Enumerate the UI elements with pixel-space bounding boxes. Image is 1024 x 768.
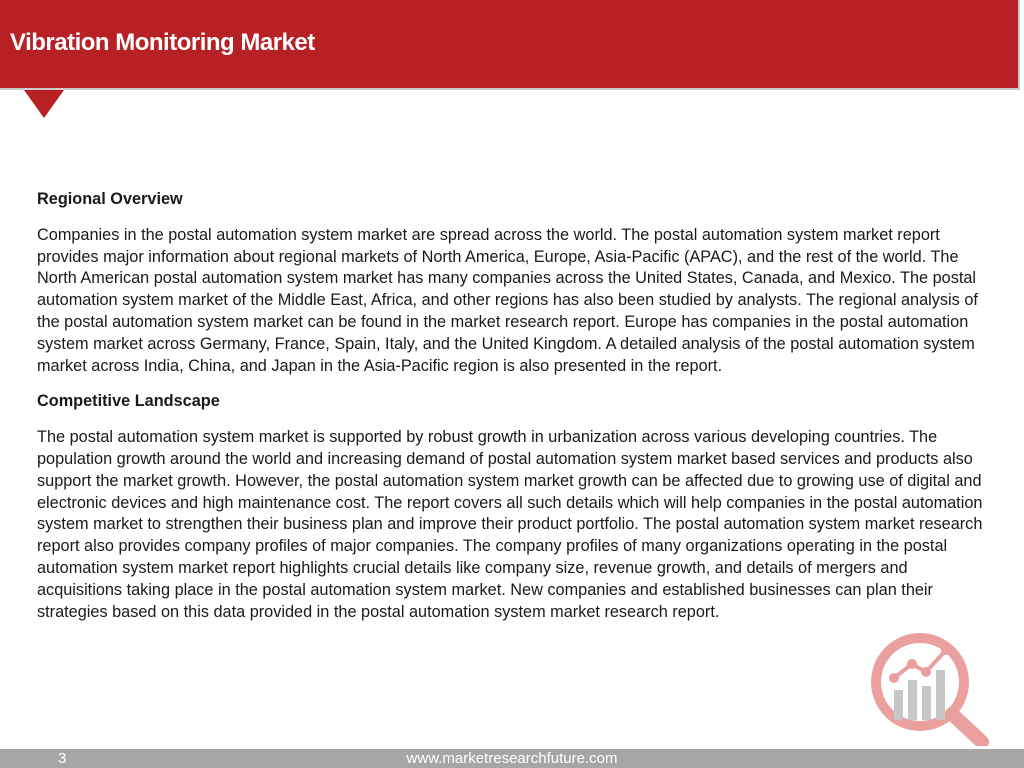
section-body-competitive-landscape: The postal automation system market is supported by robust growth in urbanization across various developing countries. The population growth around the world and increasing demand of postal automation system market based services and products also support the market growth. However, the postal automation system market growth can be affected due to growing use of digital and electronic devices and high maintenance cost. The report covers all such details which will help companies in the postal automation system market to strengthen their business plan and improve their product portfolio. The postal automation system market research report also provides company profiles of major companies. The company profiles of many organizations operating in the postal automation system market report highlights crucial details like company size, revenue growth, and details of mergers and acquisitions taking place in the postal automation system market. New companies and established businesses can plan their strategies based on this data provided in the postal automation system market research report.	[37, 428, 983, 621]
logo-bar-4	[936, 670, 945, 720]
content-area	[37, 189, 992, 637]
section-heading-regional-overview: Regional Overview	[37, 190, 183, 208]
logo-trend-point-4	[941, 645, 951, 655]
magnifier-handle	[952, 714, 982, 742]
logo-trend-point-1	[889, 673, 899, 683]
section-body-regional-overview: Companies in the postal automation system market are spread across the world. The postal automation system market report provides major information about regional markets of North America, Europe, Asia-Pacific (APAC), and the rest of the world. The North American postal automation system market has many companies across the United States, Canada, and Mexico. The postal automation system market of the Middle East, Africa, and other regions has also been studied by analysts. The regional analysis of the postal automation system market can be found in the market research report. Europe has companies in the postal automation system market across Germany, France, Spain, Italy, and the United Kingdom. A detailed analysis of the postal automation system market across India, China, and Japan in the Asia-Pacific region is also presented in the report.	[37, 225, 978, 375]
footer-url: www.marketresearchfuture.com	[406, 750, 618, 767]
footer-bar	[0, 749, 1024, 768]
page-number: 3	[58, 750, 67, 767]
slide-title: Vibration Monitoring Market	[10, 29, 315, 56]
logo-bar-3	[922, 686, 931, 720]
header-bar	[0, 0, 1020, 90]
logo-trend-point-3	[921, 667, 931, 677]
header-pointer	[24, 90, 64, 118]
logo-trend-point-2	[907, 659, 917, 669]
logo-bar-1	[894, 690, 903, 720]
section-heading-competitive-landscape: Competitive Landscape	[37, 392, 220, 411]
magnifier-chart-logo-icon	[864, 628, 994, 746]
logo-bar-2	[908, 680, 917, 720]
